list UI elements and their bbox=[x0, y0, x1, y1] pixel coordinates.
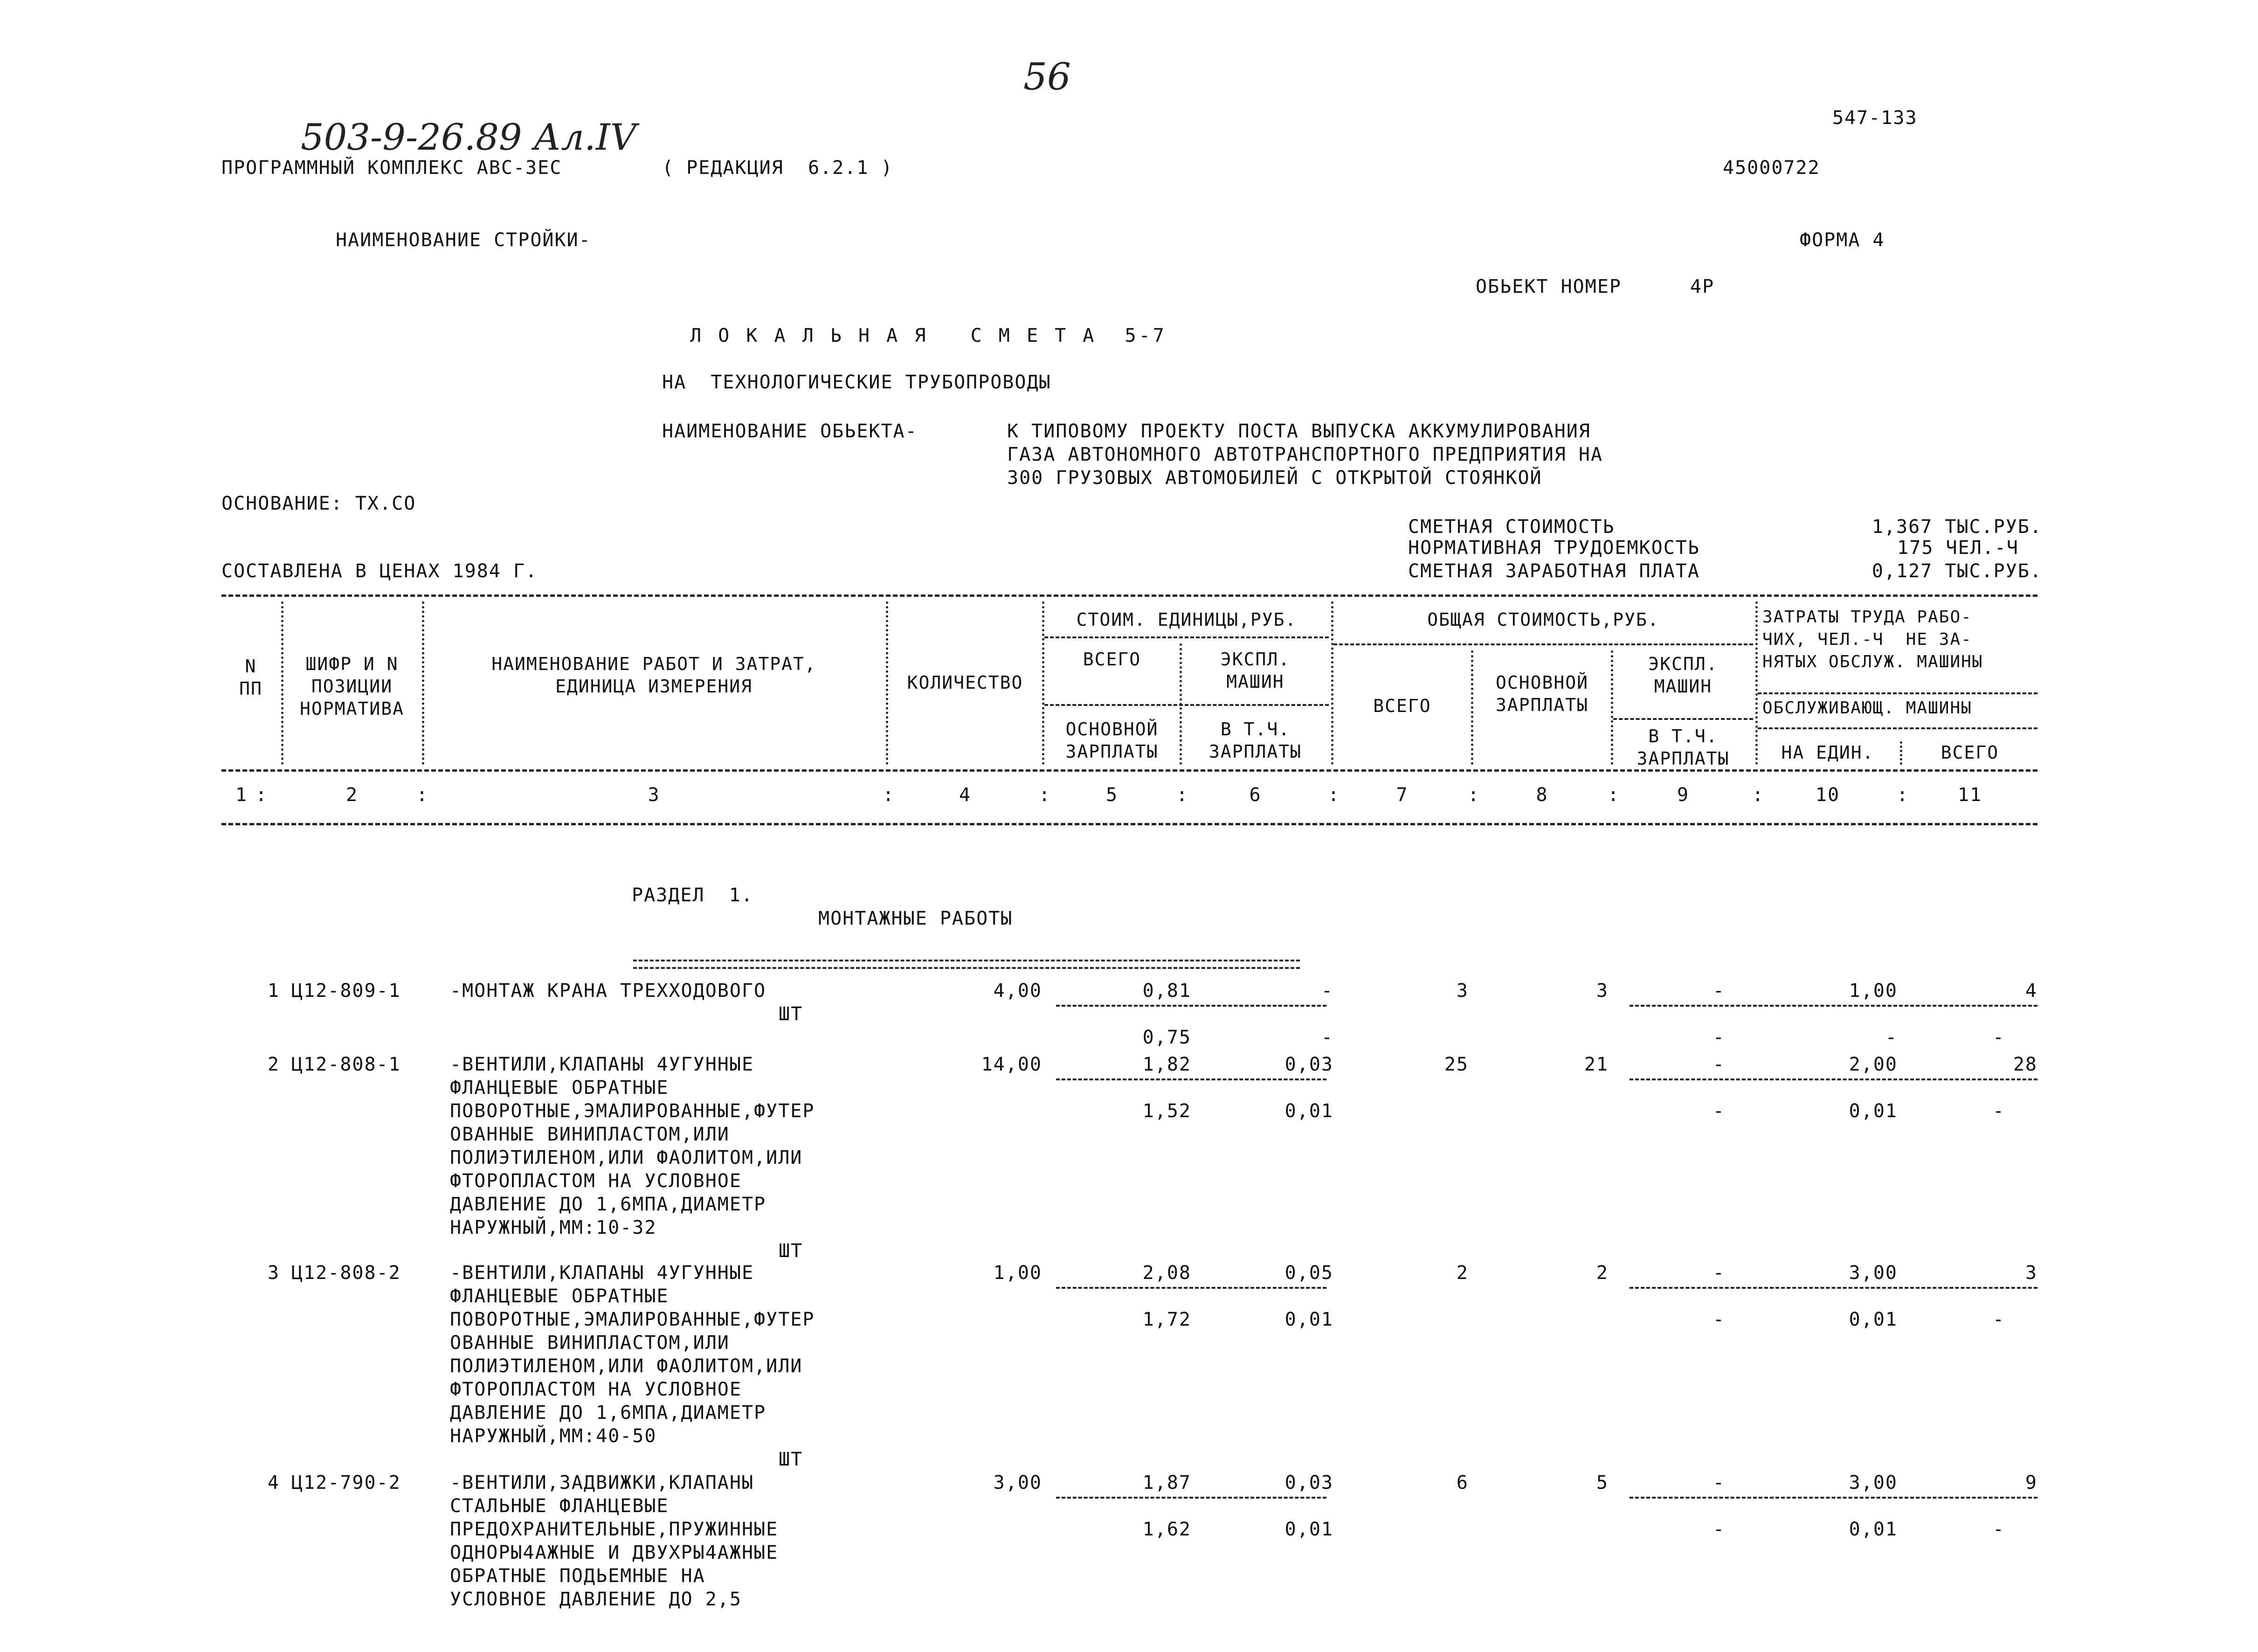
construction-label: НАИМЕНОВАНИЕ СТРОЙКИ- bbox=[336, 229, 591, 251]
object-number-label: ОБЬЕКТ НОМЕР bbox=[1476, 276, 1622, 297]
row-total-machines: - bbox=[1712, 1054, 1725, 1075]
row-description-line: ПОЛИЭТИЛЕНОМ,ИЛИ ФАОЛИТОМ,ИЛИ bbox=[450, 1147, 803, 1168]
colnum-sep-4: : bbox=[1039, 784, 1051, 806]
program-edition: ( РЕДАКЦИЯ 6.2.1 ) bbox=[662, 157, 893, 179]
unit-group-rule bbox=[1044, 636, 1329, 638]
summary-value-labor: 175 ЧЕЛ.-Ч bbox=[1897, 537, 2019, 559]
colnum-sep-8: : bbox=[1608, 784, 1620, 806]
row-description-line: -ВЕНТИЛИ,КЛАПАНЫ 4УГУННЫЕ bbox=[450, 1262, 754, 1284]
header-total-machines: ЭКСПЛ. МАШИН bbox=[1648, 654, 1718, 697]
row-unit-incl-wages: 0,01 bbox=[1284, 1100, 1333, 1122]
prices-text: СОСТАВЛЕНА В ЦЕНАХ 1984 Г. bbox=[221, 560, 538, 582]
program-name: ПРОГРАММНЫЙ КОМПЛЕКС АВС-3ЕС bbox=[221, 157, 562, 179]
row-unit-machines: - bbox=[1321, 980, 1333, 1002]
row-total-wages: 5 bbox=[1596, 1472, 1609, 1493]
header-unit-cost-group: СТОИМ. ЕДИНИЦЫ,РУБ. bbox=[1076, 609, 1297, 630]
header-total-cost-group: ОБЩАЯ СТОИМОСТЬ,РУБ. bbox=[1427, 609, 1659, 630]
row-description-line: ФТОРОПЛАСТОМ НА УСЛОВНОЕ bbox=[450, 1379, 742, 1400]
object-name-line-2: ГАЗА АВТОНОМНОГО АВТОТРАНСПОРТНОГО ПРЕДПРИЯТИЯ НА bbox=[1007, 444, 1603, 465]
row-number: 2 bbox=[267, 1054, 280, 1075]
header-unit-machines: ЭКСПЛ. МАШИН bbox=[1220, 649, 1291, 692]
header-unit-incl-wages: В Т.Ч. ЗАРПЛАТЫ bbox=[1208, 719, 1302, 762]
row-description-line: НАРУЖНЫЙ,ММ:10-32 bbox=[450, 1217, 657, 1238]
row-total-rule bbox=[1630, 1005, 2037, 1007]
row-unit-rule bbox=[1056, 1497, 1326, 1499]
colnum-5: 5 bbox=[1105, 784, 1119, 806]
row-quantity: 1,00 bbox=[993, 1262, 1042, 1284]
row-description-line: ПРЕДОХРАНИТЕЛЬНЫЕ,ПРУЖИННЫЕ bbox=[450, 1519, 779, 1540]
colnum-8: 8 bbox=[1536, 784, 1548, 806]
row-total-incl-wages: - bbox=[1712, 1309, 1725, 1330]
colnum-sep-5: : bbox=[1176, 784, 1189, 806]
document-code: 45000722 bbox=[1723, 157, 1820, 179]
doc-number: 547-133 bbox=[1832, 107, 1918, 129]
row-code: Ц12-808-2 bbox=[291, 1262, 401, 1284]
row-service-total: - bbox=[1992, 1100, 2005, 1122]
total-group-rule bbox=[1333, 643, 1753, 645]
colnum-7: 7 bbox=[1396, 784, 1409, 806]
row-service-unit: 0,01 bbox=[1849, 1519, 1898, 1540]
colnum-3: 3 bbox=[648, 784, 660, 806]
row-total-rule bbox=[1630, 1497, 2037, 1499]
row-number: 1 bbox=[267, 980, 280, 1002]
row-quantity: 14,00 bbox=[981, 1054, 1042, 1075]
machines-mid-rule bbox=[1613, 718, 1753, 720]
estimate-subtitle: НА ТЕХНОЛОГИЧЕСКИЕ ТРУБОПРОВОДЫ bbox=[662, 372, 1051, 393]
row-unit-machines: 0,03 bbox=[1284, 1054, 1333, 1075]
row-total-incl-wages: - bbox=[1712, 1027, 1725, 1048]
header-unit-wages: ОСНОВНОЙ ЗАРПЛАТЫ bbox=[1065, 719, 1159, 762]
handwritten-project-code: 503-9-26.89 Ал.IV bbox=[301, 117, 636, 159]
row-description-line: ПОВОРОТНЫЕ,ЭМАЛИРОВАННЫЕ,ФУТЕР bbox=[450, 1309, 815, 1330]
labor-rule-2 bbox=[1758, 727, 2037, 729]
header-col-code: ШИФР И N ПОЗИЦИИ НОРМАТИВА bbox=[300, 654, 404, 719]
row-unit-total: 1,82 bbox=[1142, 1054, 1191, 1075]
row-total: 3 bbox=[1456, 980, 1469, 1002]
row-unit-total: 0,81 bbox=[1142, 980, 1191, 1002]
row-total-incl-wages: - bbox=[1712, 1100, 1725, 1122]
row-service-unit: 0,01 bbox=[1849, 1309, 1898, 1330]
summary-value-wages: 0,127 ТЫС.РУБ. bbox=[1871, 560, 2042, 582]
row-quantity: 3,00 bbox=[993, 1472, 1042, 1493]
row-total: 25 bbox=[1444, 1054, 1469, 1075]
row-labor-total: 3 bbox=[2025, 1262, 2037, 1284]
col-divider-9 bbox=[1755, 601, 1758, 765]
row-labor-total: 4 bbox=[2025, 980, 2037, 1002]
row-description-line: ФЛАНЦЕВЫЕ ОБРАТНЫЕ bbox=[450, 1286, 669, 1307]
header-labor-per-unit: НА ЕДИН. bbox=[1781, 742, 1874, 763]
row-total-incl-wages: - bbox=[1712, 1519, 1725, 1540]
row-description-line: ОВАННЫЕ ВИНИПЛАСТОМ,ИЛИ bbox=[450, 1332, 730, 1354]
row-service-total: - bbox=[1992, 1027, 2005, 1048]
colnum-sep-9: : bbox=[1752, 784, 1765, 806]
handwritten-page-number: 56 bbox=[1023, 55, 1071, 98]
row-total-machines: - bbox=[1712, 1472, 1725, 1493]
row-unit-rule bbox=[1056, 1078, 1326, 1080]
header-total-total: ВСЕГО bbox=[1373, 696, 1431, 716]
colnum-sep-10: : bbox=[1897, 784, 1909, 806]
col-divider-1 bbox=[281, 601, 283, 765]
row-description-line: -ВЕНТИЛИ,КЛАПАНЫ 4УГУННЫЕ bbox=[450, 1054, 754, 1075]
row-total-wages: 21 bbox=[1584, 1054, 1609, 1075]
row-description-line: ПОВОРОТНЫЕ,ЭМАЛИРОВАННЫЕ,ФУТЕР bbox=[450, 1100, 815, 1122]
row-total-rule bbox=[1630, 1287, 2037, 1289]
summary-label-wages: СМЕТНАЯ ЗАРАБОТНАЯ ПЛАТА bbox=[1408, 560, 1700, 582]
row-description-line: СТАЛЬНЫЕ ФЛАНЦЕВЫЕ bbox=[450, 1495, 669, 1517]
row-unit-rule bbox=[1056, 1005, 1326, 1007]
object-name-line-3: 300 ГРУЗОВЫХ АВТОМОБИЛЕЙ С ОТКРЫТОЙ СТОЯНКОЙ bbox=[1007, 467, 1542, 489]
row-labor-total: 9 bbox=[2025, 1472, 2037, 1493]
basis-text: ОСНОВАНИЕ: ТХ.СО bbox=[221, 493, 416, 514]
row-description-line: ФТОРОПЛАСТОМ НА УСЛОВНОЕ bbox=[450, 1170, 742, 1192]
summary-label-labor: НОРМАТИВНАЯ ТРУДОЕМКОСТЬ bbox=[1408, 537, 1700, 559]
row-code: Ц12-790-2 bbox=[291, 1472, 401, 1493]
row-number: 3 bbox=[267, 1262, 280, 1284]
object-name-line-1: К ТИПОВОМУ ПРОЕКТУ ПОСТА ВЫПУСКА АККУМУЛИРОВАНИЯ bbox=[1007, 421, 1591, 442]
summary-value-cost: 1,367 ТЫС.РУБ. bbox=[1871, 516, 2042, 538]
unit-mid-rule bbox=[1044, 704, 1329, 706]
row-description-line: УСЛОВНОЕ ДАВЛЕНИЕ ДО 2,5 bbox=[450, 1589, 742, 1610]
header-bottom-rule bbox=[221, 769, 2037, 772]
header-col-name: НАИМЕНОВАНИЕ РАБОТ И ЗАТРАТ, ЕДИНИЦА ИЗМЕРЕНИЯ bbox=[491, 654, 816, 697]
colnum-1: 1 bbox=[235, 784, 248, 806]
row-unit-incl-wages: 0,01 bbox=[1284, 1519, 1333, 1540]
row-labor-unit: 3,00 bbox=[1849, 1472, 1898, 1493]
object-name-label: НАИМЕНОВАНИЕ ОБЬЕКТА- bbox=[662, 421, 918, 442]
row-description-line: ОВАННЫЕ ВИНИПЛАСТОМ,ИЛИ bbox=[450, 1124, 730, 1145]
colnum-sep-2: : bbox=[416, 784, 429, 806]
row-labor-total: 28 bbox=[2013, 1054, 2037, 1075]
row-quantity: 4,00 bbox=[993, 980, 1042, 1002]
row-description-line: ФЛАНЦЕВЫЕ ОБРАТНЫЕ bbox=[450, 1077, 669, 1099]
header-labor-service: ОБСЛУЖИВАЮЩ. МАШИНЫ bbox=[1762, 698, 1972, 718]
summary-label-cost: СМЕТНАЯ СТОИМОСТЬ bbox=[1408, 516, 1615, 538]
row-description-line: ДАВЛЕНИЕ ДО 1,6МПА,ДИАМЕТР bbox=[450, 1402, 766, 1424]
row-unit-wages: 1,62 bbox=[1142, 1519, 1191, 1540]
colnum-separators: : bbox=[255, 784, 268, 806]
row-unit-incl-wages: - bbox=[1321, 1027, 1333, 1048]
row-labor-unit: 1,00 bbox=[1849, 980, 1898, 1002]
form-label: ФОРМА 4 bbox=[1800, 229, 1885, 251]
colnum-11: 11 bbox=[1957, 784, 1982, 806]
colnum-9: 9 bbox=[1677, 784, 1690, 806]
row-unit-machines: 0,05 bbox=[1284, 1262, 1333, 1284]
row-code: Ц12-809-1 bbox=[291, 980, 401, 1002]
colnum-2: 2 bbox=[345, 784, 359, 806]
row-unit-rule bbox=[1056, 1287, 1326, 1289]
colnum-4: 4 bbox=[959, 784, 972, 806]
colnum-sep-3: : bbox=[883, 784, 895, 806]
row-description-line: -ВЕНТИЛИ,ЗАДВИЖКИ,КЛАПАНЫ bbox=[450, 1472, 754, 1493]
row-service-total: - bbox=[1992, 1309, 2005, 1330]
header-labor-total: ВСЕГО bbox=[1940, 742, 1999, 763]
row-description-line: НАРУЖНЫЙ,ММ:40-50 bbox=[450, 1425, 657, 1447]
header-total-incl-wages: В Т.Ч. ЗАРПЛАТЫ bbox=[1637, 726, 1730, 769]
row-total-rule bbox=[1630, 1078, 2037, 1080]
row-unit-wages: 1,72 bbox=[1142, 1309, 1191, 1330]
header-total-wages: ОСНОВНОЙ ЗАРПЛАТЫ bbox=[1495, 672, 1589, 715]
row-labor-unit: 2,00 bbox=[1849, 1054, 1898, 1075]
row-service-unit: - bbox=[1885, 1027, 1898, 1048]
row-total-wages: 3 bbox=[1596, 980, 1609, 1002]
row-unit-total: 1,87 bbox=[1142, 1472, 1191, 1493]
labor-rule-1 bbox=[1758, 692, 2037, 694]
row-total: 2 bbox=[1456, 1262, 1469, 1284]
row-unit-wages: 1,52 bbox=[1142, 1100, 1191, 1122]
row-unit-total: 2,08 bbox=[1142, 1262, 1191, 1284]
row-unit: ШТ bbox=[779, 1003, 803, 1025]
header-labor-group: ЗАТРАТЫ ТРУДА РАБО- ЧИХ, ЧЕЛ.-Ч НЕ ЗА- НЯТЫХ ОБСЛУЖ. МАШИНЫ bbox=[1762, 608, 1983, 671]
row-unit: ШТ bbox=[779, 1240, 803, 1262]
section-name: МОНТАЖНЫЕ РАБОТЫ bbox=[818, 908, 1013, 929]
object-number: 4Р bbox=[1690, 276, 1715, 297]
row-unit-incl-wages: 0,01 bbox=[1284, 1309, 1333, 1330]
row-code: Ц12-808-1 bbox=[291, 1054, 401, 1075]
row-unit-machines: 0,03 bbox=[1284, 1472, 1333, 1493]
row-service-unit: 0,01 bbox=[1849, 1100, 1898, 1122]
row-unit: ШТ bbox=[779, 1449, 803, 1470]
colnum-sep-6: : bbox=[1328, 784, 1340, 806]
row-total-machines: - bbox=[1712, 1262, 1725, 1284]
colnum-sep-7: : bbox=[1468, 784, 1480, 806]
table-top-rule bbox=[221, 594, 2037, 597]
row-number: 4 bbox=[267, 1472, 280, 1493]
row-description-line: ДАВЛЕНИЕ ДО 1,6МПА,ДИАМЕТР bbox=[450, 1194, 766, 1215]
colnum-6: 6 bbox=[1249, 784, 1262, 806]
colnum-bottom-rule bbox=[221, 823, 2037, 825]
header-col-quantity: КОЛИЧЕСТВО bbox=[907, 672, 1023, 693]
estimate-title: Л О К А Л Ь Н А Я С М Е Т А 5-7 bbox=[690, 325, 1167, 346]
header-col-number: N ПП bbox=[239, 656, 262, 699]
row-description-line: ОДНОРЫ4АЖНЫЕ И ДВУХРЫ4АЖНЫЕ bbox=[450, 1542, 779, 1563]
row-description-line: ПОЛИЭТИЛЕНОМ,ИЛИ ФАОЛИТОМ,ИЛИ bbox=[450, 1355, 803, 1377]
colnum-10: 10 bbox=[1815, 784, 1840, 806]
row-labor-unit: 3,00 bbox=[1849, 1262, 1898, 1284]
row-total-machines: - bbox=[1712, 980, 1725, 1002]
row-unit-wages: 0,75 bbox=[1142, 1027, 1191, 1048]
section-double-rule bbox=[633, 960, 1300, 969]
row-total: 6 bbox=[1456, 1472, 1469, 1493]
header-unit-total: ВСЕГО bbox=[1083, 649, 1141, 670]
row-description-line: -МОНТАЖ КРАНА ТРЕХХОДОВОГО bbox=[450, 980, 766, 1002]
row-total-wages: 2 bbox=[1596, 1262, 1609, 1284]
row-description-line: ОБРАТНЫЕ ПОДЬЕМНЫЕ НА bbox=[450, 1565, 705, 1587]
section-label: РАЗДЕЛ 1. bbox=[632, 885, 753, 906]
row-service-total: - bbox=[1992, 1519, 2005, 1540]
